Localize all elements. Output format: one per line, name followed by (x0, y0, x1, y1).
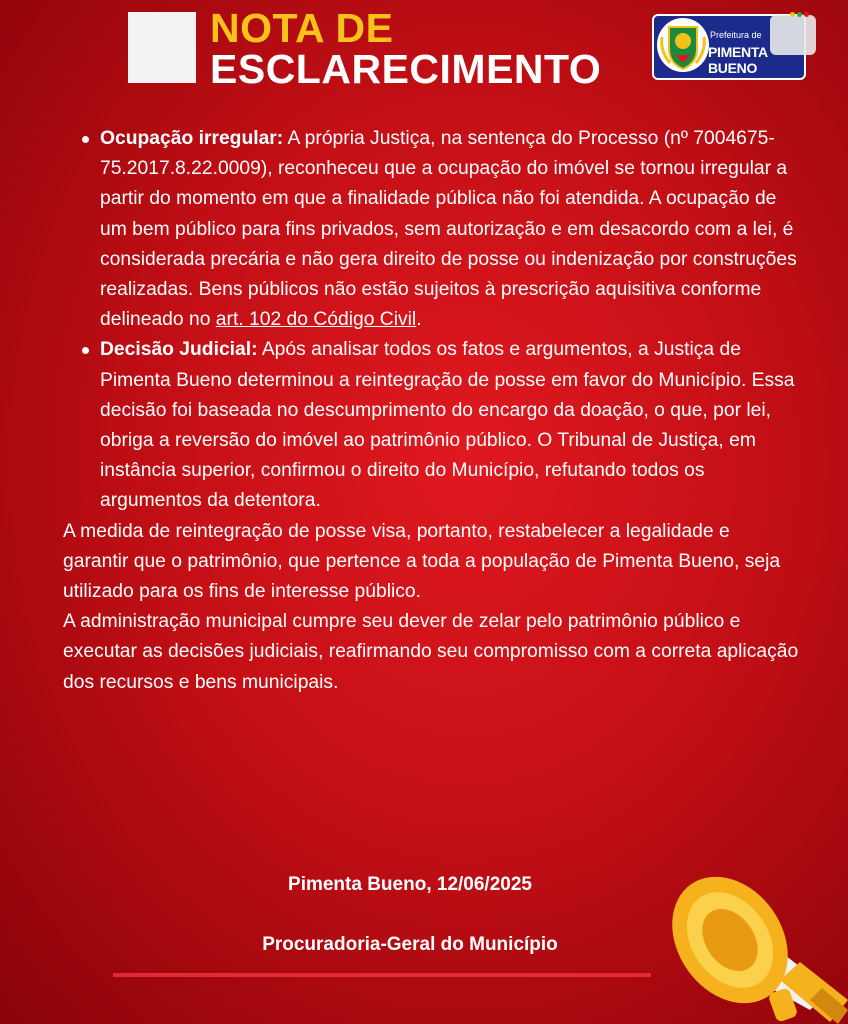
signature-organization: Procuradoria-Geral do Município (262, 934, 558, 955)
city-crest-icon (656, 17, 710, 73)
title-line-2: ESCLARECIMENTO (210, 46, 602, 92)
title-line-1: NOTA DE (210, 5, 394, 51)
logo-big-text: PIMENTA BUENO (708, 44, 768, 76)
logo-small-text: Prefeitura de (710, 30, 762, 40)
signature-place-date: Pimenta Bueno, 12/06/2025 (288, 874, 532, 895)
list-item (60, 335, 800, 516)
bullet-label: Ocupação irregular: (100, 128, 284, 149)
megaphone-icon (660, 850, 848, 1024)
civil-code-link[interactable]: art. 102 do Código Civil (215, 309, 417, 331)
bullet-list (60, 124, 800, 517)
paragraph: A medida de reintegração de posse visa, portanto, restabelecer a legalidade e garantir que o patrimônio, que pertence a toda a população de Pimenta Bueno, seja utilizado para os fins de interesse público. (63, 520, 781, 603)
bullet-text: A própria Justiça, na sentença do Processo (nº 7004675-75.2017.8.22.0009), reconheceu que a ocupação do imóvel se tornou irregular a partir do momento em que a finalidade pública não foi atendida. A ocupação de um bem público para fins privados, sem autorização e em desacordo com a lei, é considerada precária e não gera direito de posse ou indenização por construções realizadas. Bens públicos não estão sujeitos à prescrição aquisitiva conforme delineado no (100, 128, 797, 331)
bullet-label: Decisão Judicial: (100, 339, 258, 361)
title-square (128, 12, 196, 83)
bullet-text-end: . (416, 309, 422, 331)
bullet-text: Após analisar todos os fatos e argumentos, a Justiça de Pimenta Bueno determinou a reintegração de posse em favor do Município. Essa decisão foi baseada no descumprimento do encargo da doação, o que, por lei, obriga a reversão do imóvel ao patrimônio público. O Tribunal de Justiça, em instância superior, confirmou o direito do Município, refutando todos os argumentos da detentora. (100, 339, 795, 512)
content (60, 124, 800, 698)
page-title (210, 5, 602, 92)
color-dots (790, 4, 811, 22)
paragraph: A administração municipal cumpre seu dever de zelar pelo patrimônio público e executar as decisões judiciais, reafirmando seu compromisso com a correta aplicação dos recursos e bens municipais. (63, 611, 799, 693)
list-item (60, 124, 800, 335)
divider (113, 973, 651, 977)
